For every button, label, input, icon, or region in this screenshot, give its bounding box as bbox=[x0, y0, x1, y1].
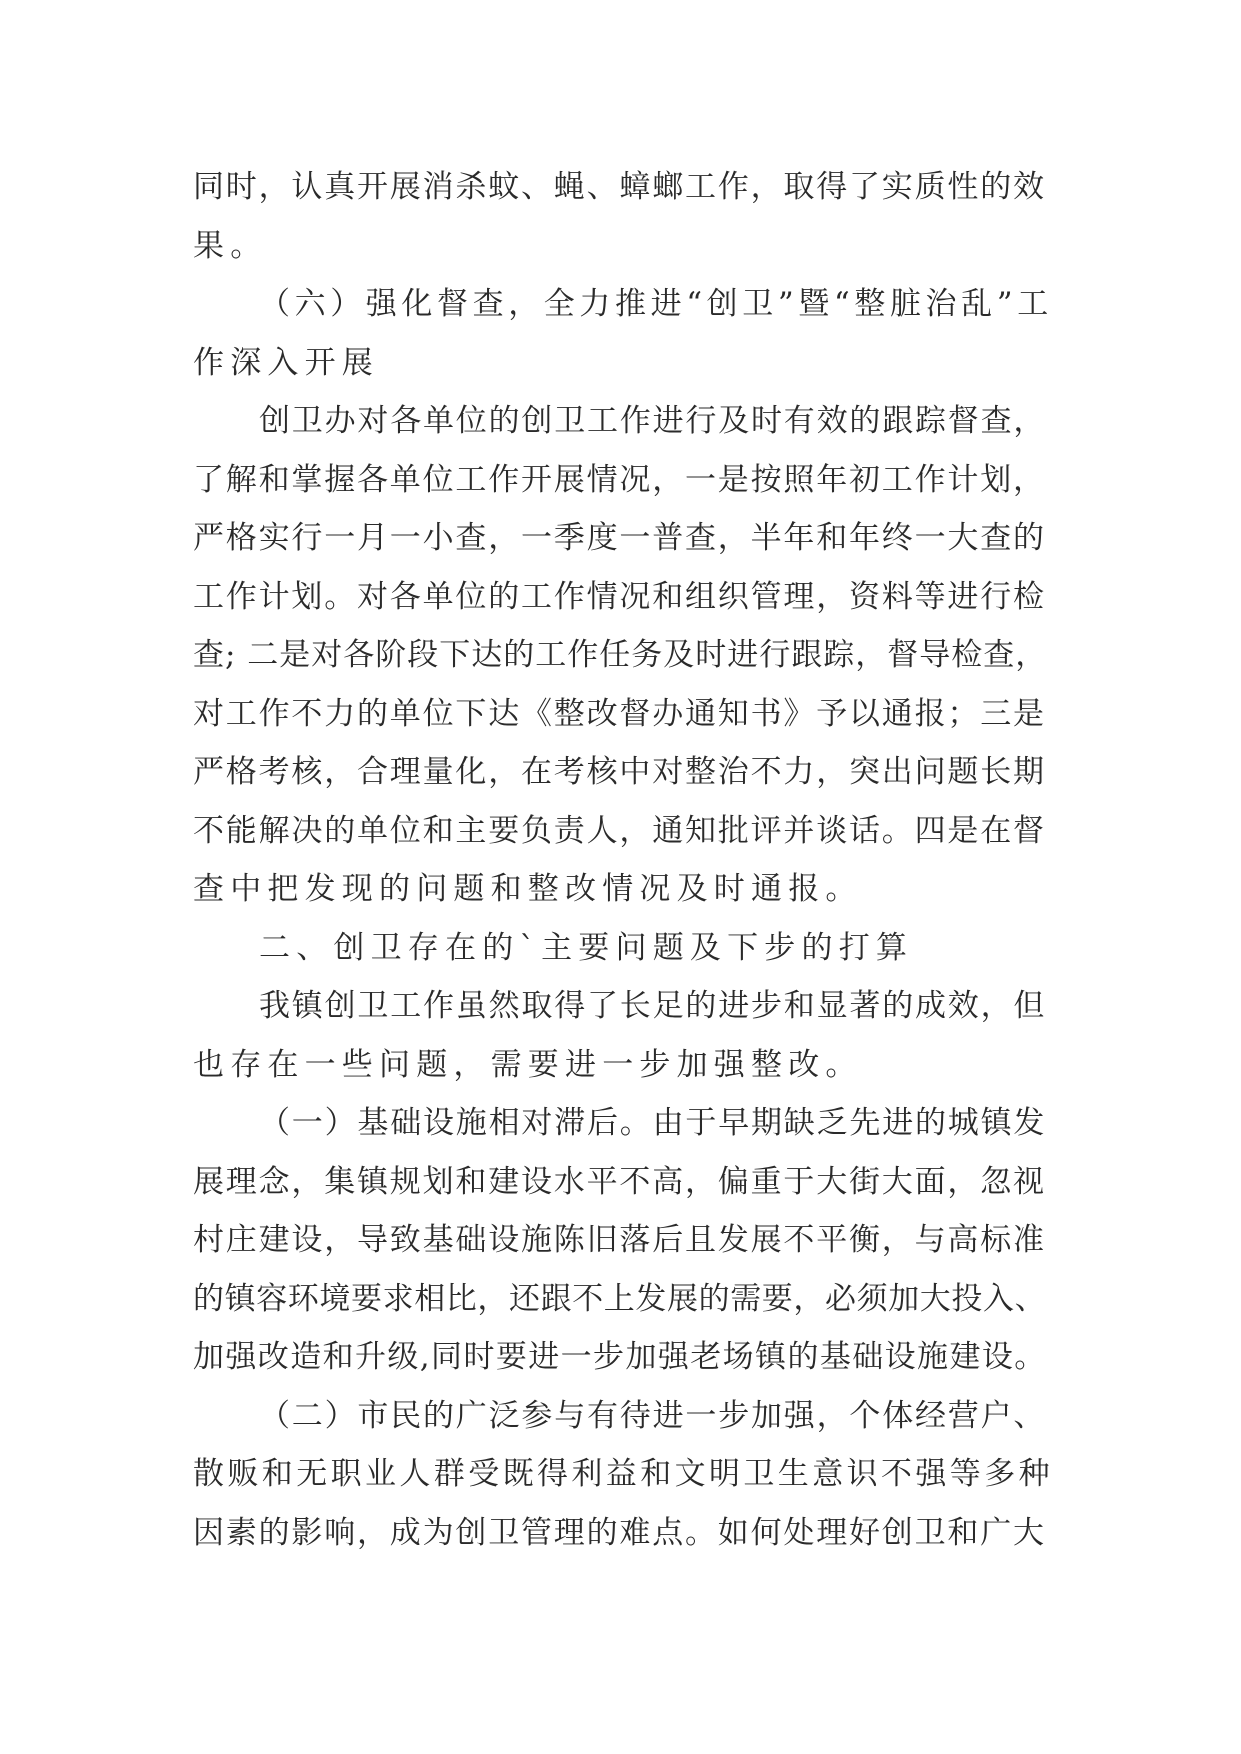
text-line: 对工作不力的单位下达《整改督办通知书》予以通报；三是 bbox=[193, 695, 1046, 732]
text-line: 因素的影响，成为创卫管理的难点。如何处理好创卫和广大 bbox=[193, 1514, 1046, 1551]
text-line: 的镇容环境要求相比，还跟不上发展的需要，必须加大投入、 bbox=[193, 1280, 1047, 1317]
text-line: 查中把发现的问题和整改情况及时通报。 bbox=[193, 871, 863, 907]
text-line: 展理念，集镇规划和建设水平不高，偏重于大街大面，忽视 bbox=[193, 1163, 1046, 1200]
section-heading: （六）强化督查，全力推进“创卫”暨“整脏治乱”工 bbox=[259, 286, 1053, 322]
paragraph-start: （一）基础设施相对滞后。由于早期缺乏先进的城镇发 bbox=[259, 1105, 1047, 1141]
text-line: 也存在一些问题，需要进一步加强整改。 bbox=[193, 1046, 863, 1083]
text-line: 了解和掌握各单位工作开展情况，一是按照年初工作计划， bbox=[193, 461, 1046, 498]
text-line: 工作计划。对各单位的工作情况和组织管理，资料等进行检 bbox=[193, 578, 1046, 615]
section-heading-continued: 作深入开展 bbox=[193, 344, 379, 381]
text-line: 果。 bbox=[193, 227, 268, 264]
text-line: 不能解决的单位和主要负责人，通知批评并谈话。四是在督 bbox=[193, 812, 1046, 849]
text-line: 村庄建设，导致基础设施陈旧落后且发展不平衡，与高标准 bbox=[193, 1222, 1046, 1258]
section-title: 二、创卫存在的`主要问题及下步的打算 bbox=[259, 929, 914, 966]
text-line: 散贩和无职业人群受既得利益和文明卫生意识不强等多种 bbox=[193, 1456, 1053, 1492]
paragraph-start: 创卫办对各单位的创卫工作进行及时有效的跟踪督查， bbox=[259, 403, 1047, 439]
document-body bbox=[193, 158, 1055, 1562]
text-line: 查; 二是对各阶段下达的工作任务及时进行跟踪，督导检查， bbox=[193, 637, 1048, 673]
text-line: 严格实行一月一小查，一季度一普查，半年和年终一大查的 bbox=[193, 520, 1046, 556]
paragraph-start: 我镇创卫工作虽然取得了长足的进步和显著的成效，但 bbox=[259, 988, 1047, 1024]
paragraph-start: （二）市民的广泛参与有待进一步加强，个体经营户、 bbox=[259, 1397, 1047, 1434]
text-line: 同时，认真开展消杀蚊、蝇、蟑螂工作，取得了实质性的效 bbox=[193, 169, 1046, 205]
text-line: 加强改造和升级,同时要进一步加强老场镇的基础设施建设。 bbox=[193, 1339, 1047, 1375]
text-line: 严格考核，合理量化，在考核中对整治不力，突出问题长期 bbox=[193, 754, 1046, 790]
